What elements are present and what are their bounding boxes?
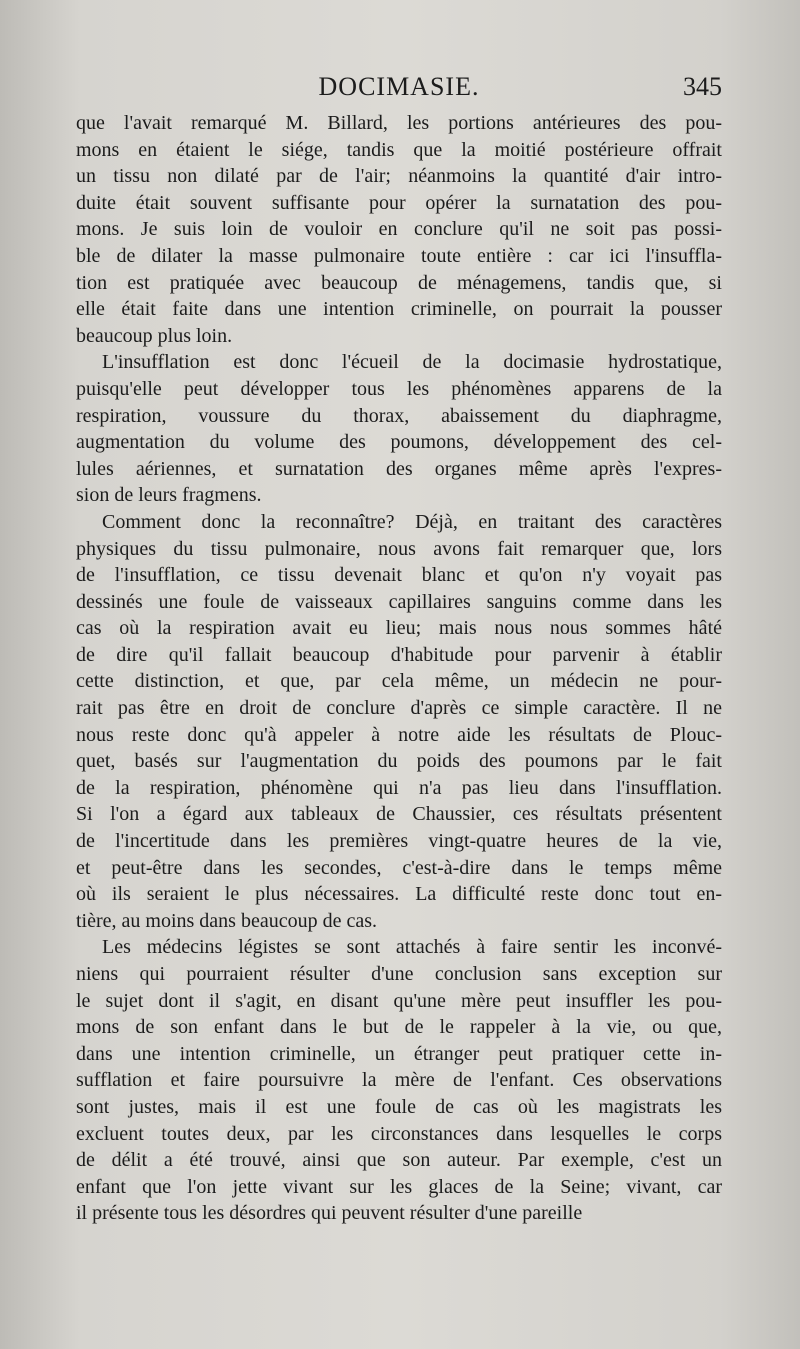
page-header — [76, 72, 722, 106]
text-line: de la respiration, phénomène qui n'a pas lieu dans l'insufflation. — [76, 776, 722, 799]
text-line: augmentation du volume des poumons, développement des cel- — [76, 431, 722, 454]
text-line: de l'insufflation, ce tissu devenait blanc et qu'on n'y voyait pas — [76, 564, 722, 587]
text-line: où ils seraient le plus nécessaires. La difficulté reste donc tout en- — [76, 883, 722, 906]
text-line: de dire qu'il fallait beaucoup d'habitude pour parvenir à établir — [76, 643, 722, 666]
text-line: un tissu non dilaté par de l'air; néanmoins la quantité d'air intro- — [76, 165, 722, 188]
text-line: mons en étaient le siége, tandis que la moitié postérieure offrait — [76, 138, 722, 161]
text-line: sont justes, mais il est une foule de cas où les magistrats les — [76, 1095, 722, 1118]
text-line: physiques du tissu pulmonaire, nous avons fait remarquer que, lors — [76, 537, 722, 560]
text-line: et peut-être dans les secondes, c'est-à-dire dans le temps même — [76, 856, 722, 879]
body-text — [76, 110, 722, 1227]
text-line: que l'avait remarqué M. Billard, les portions antérieures des pou- — [76, 112, 722, 134]
text-line: lules aériennes, et surnatation des organes même après l'expres- — [76, 457, 722, 480]
text-line: de délit a été trouvé, ainsi que son auteur. Par exemple, c'est un — [76, 1149, 722, 1172]
text-line: L'insufflation est donc l'écueil de la docimasie hydrostatique, — [102, 351, 722, 374]
text-line: de l'incertitude dans les premières vingt-quatre heures de la vie, — [76, 830, 722, 853]
text-line: excluent toutes deux, par les circonstances dans lesquelles le corps — [76, 1122, 722, 1145]
text-line: niens qui pourraient résulter d'une conclusion sans exception sur — [76, 963, 722, 985]
page-number: 345 — [683, 72, 722, 101]
text-line: beaucoup plus loin. — [76, 324, 233, 347]
paragraph — [76, 110, 722, 349]
text-line: Si l'on a égard aux tableaux de Chaussier, ces résultats présentent — [76, 803, 722, 826]
text-line: il présente tous les désordres qui peuvent résulter d'une pareille — [76, 1202, 583, 1225]
text-line: tion est pratiquée avec beaucoup de ménagemens, tandis que, si — [76, 271, 722, 294]
text-line: mons de son enfant dans le but de le rappeler à la vie, ou que, — [76, 1016, 722, 1039]
text-line: nous reste donc qu'à appeler à notre aide les résultats de Plouc- — [76, 723, 722, 746]
paragraph — [76, 509, 722, 935]
paragraph — [76, 934, 722, 1227]
text-line: enfant que l'on jette vivant sur les glaces de la Seine; vivant, car — [76, 1175, 722, 1198]
text-line: tière, au moins dans beaucoup de cas. — [76, 909, 378, 932]
text-line: cas où la respiration avait eu lieu; mais nous nous sommes hâté — [76, 617, 722, 640]
text-line: respiration, voussure du thorax, abaissement du diaphragme, — [76, 404, 722, 427]
text-line: sion de leurs fragmens. — [76, 484, 262, 507]
text-line: le sujet dont il s'agit, en disant qu'une mère peut insuffler les pou- — [76, 989, 722, 1012]
text-line: Les médecins légistes se sont attachés à faire sentir les inconvé- — [102, 936, 722, 959]
running-title: DOCIMASIE. — [318, 72, 480, 101]
text-line: mons. Je suis loin de vouloir en conclure qu'il ne soit pas possi- — [76, 218, 722, 241]
text-line: dans une intention criminelle, un étranger peut pratiquer cette in- — [76, 1042, 722, 1065]
text-line: quet, basés sur l'augmentation du poids des poumons par le fait — [76, 750, 722, 773]
text-line: dessinés une foule de vaisseaux capillaires sanguins comme dans les — [76, 590, 722, 613]
text-line: puisqu'elle peut développer tous les phénomènes apparens de la — [76, 377, 722, 400]
text-line: rait pas être en droit de conclure d'après ce simple caractère. Il ne — [76, 697, 722, 720]
text-line: sufflation et faire poursuivre la mère de l'enfant. Ces observations — [76, 1069, 722, 1092]
paragraph — [76, 349, 722, 509]
text-line: cette distinction, et que, par cela même, un médecin ne pour- — [76, 670, 722, 693]
text-line: ble de dilater la masse pulmonaire toute entière : car ici l'insuffla- — [76, 244, 722, 267]
text-line: elle était faite dans une intention criminelle, on pourrait la pousser — [76, 298, 722, 321]
text-line: Comment donc la reconnaître? Déjà, en traitant des caractères — [102, 510, 722, 533]
text-line: duite était souvent suffisante pour opérer la surnatation des pou- — [76, 191, 722, 214]
